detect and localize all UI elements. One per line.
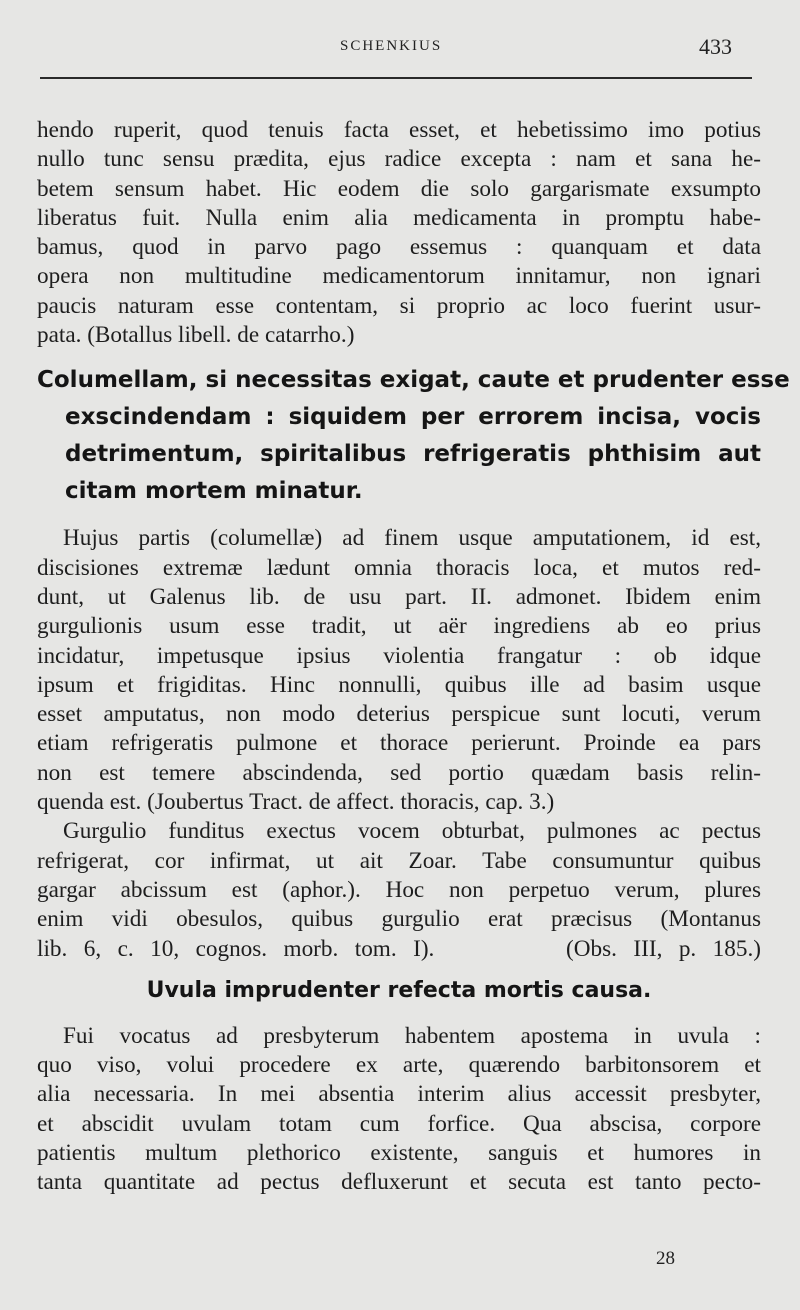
text-line: etiam refrigeratis pulmone et thorace perierunt. Proinde ea pars — [37, 730, 761, 757]
heading-line: citam mortem minatur. — [65, 478, 363, 505]
paragraph-1 — [37, 116, 761, 350]
text-line: dunt, ut Galenus lib. de usu part. II. admonet. Ibidem enim — [37, 583, 761, 610]
text-line: patientis multum plethorico existente, sanguis et humores in — [37, 1140, 761, 1167]
paragraph-3 — [37, 817, 761, 963]
heading-line: exscindendam : siquidem per errorem incisa, vocis — [65, 404, 761, 431]
text-line: paucis naturam esse contentam, si proprio ac loco fuerint usur- — [37, 292, 761, 319]
text-line: Fui vocatus ad presbyterum habentem apostema in uvula : — [63, 1022, 761, 1049]
text-line: discisiones extremæ lædunt omnia thoracis loca, et mutos red- — [37, 554, 761, 581]
text-line: Gurgulio funditus exectus vocem obturbat, pulmones ac pectus — [63, 818, 761, 845]
text-line: esset amputatus, non modo deterius perspicue sunt locuti, verum — [37, 701, 761, 728]
section-heading-2: Uvula imprudenter refecta mortis causa. — [146, 977, 652, 1003]
heading-line: Columellam, si necessitas exigat, caute et prudenter esse — [37, 367, 790, 394]
text-line: pata. (Botallus libell. de catarrho.) — [37, 322, 355, 349]
text-line: quenda est. (Joubertus Tract. de affect. thoracis, cap. 3.) — [37, 789, 555, 816]
text-line: gargar abcissum est (aphor.). Hoc non perpetuo verum, plures — [37, 876, 761, 903]
heading-line: detrimentum, spiritalibus refrigeratis phthisim aut — [65, 441, 761, 468]
paragraph-4 — [37, 1022, 761, 1198]
body-text — [37, 116, 790, 1198]
signature-mark: 28 — [656, 1248, 675, 1269]
text-line: alia necessaria. In mei absentia interim alius accessit presbyter, — [37, 1081, 761, 1108]
text-line: nullo tunc sensu prædita, ejus radice excepta : nam et sana he- — [37, 146, 761, 173]
text-line: et abscidit uvulam totam cum forfice. Qua abscisa, corpore — [37, 1110, 761, 1137]
text-line: opera non multitudine medicamentorum innitamur, non ignari — [37, 263, 761, 290]
text-line: tanta quantitate ad pectus defluxerunt et secuta est tanto pecto- — [37, 1169, 761, 1196]
paragraph-2 — [37, 524, 761, 817]
text-line: betem sensum habet. Hic eodem die solo gargarismate exsumpto — [37, 175, 761, 202]
text-line: quo viso, volui procedere ex arte, quærendo barbitonsorem et — [37, 1052, 761, 1079]
text-line: ipsum et frigiditas. Hinc nonnulli, quibus ille ad basim usque — [37, 671, 761, 698]
text-line: hendo ruperit, quod tenuis facta esset, et hebetissimo imo potius — [37, 117, 761, 143]
text-line: non est temere abscindenda, sed portio quædam basis relin- — [37, 759, 761, 786]
header-rule — [40, 77, 752, 79]
text-line: liberatus fuit. Nulla enim alia medicamenta in promptu habe- — [37, 204, 761, 231]
text-line: bamus, quod in parvo pago essemus : quanquam et data — [37, 234, 761, 261]
text-line: refrigerat, cor infirmat, ut ait Zoar. Tabe consumuntur quibus — [37, 847, 761, 874]
text-line: gurgulionis usum esse tradit, ut aër ingrediens ab eo prius — [37, 613, 761, 640]
text-line: enim vidi obesulos, quibus gurgulio erat præcisus (Montanus — [37, 906, 761, 933]
page-header — [0, 34, 800, 64]
text-line: incidatur, impetusque ipsius violentia frangatur : ob idque — [37, 642, 761, 669]
text-line: lib. 6, c. 10, cognos. morb. tom. I). (Obs. III, p. 185.) — [37, 935, 761, 962]
running-head: SCHENKIUS — [340, 38, 443, 54]
section-heading-1 — [37, 362, 790, 510]
text-line: Hujus partis (columellæ) ad finem usque amputationem, id est, — [63, 525, 761, 552]
page-number: 433 — [699, 34, 732, 59]
